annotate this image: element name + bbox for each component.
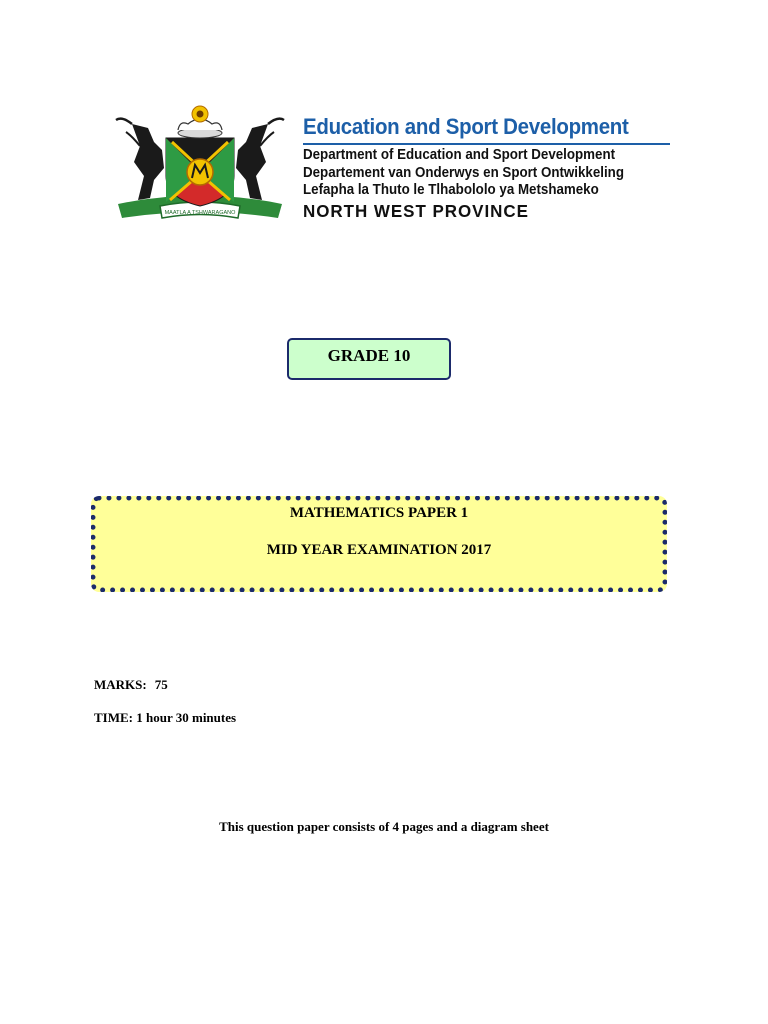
document-header bbox=[110, 102, 675, 234]
title-divider bbox=[303, 143, 670, 145]
marks-value: 75 bbox=[154, 677, 168, 692]
marks-line bbox=[94, 677, 168, 693]
department-line-setswana: Lefapha la Thuto le Tlhabololo ya Metshameko bbox=[303, 182, 599, 198]
exam-session: MID YEAR EXAMINATION 2017 bbox=[266, 542, 492, 558]
grade-label: GRADE 10 bbox=[327, 346, 411, 365]
grade-box bbox=[287, 338, 451, 380]
time-value: 1 hour 30 minutes bbox=[136, 710, 237, 725]
department-block bbox=[303, 114, 678, 223]
coat-of-arms-logo bbox=[110, 102, 290, 234]
department-title: Education and Sport Development bbox=[303, 114, 629, 139]
time-line bbox=[94, 710, 236, 726]
department-line-english: Department of Education and Sport Development bbox=[303, 147, 616, 163]
department-line-afrikaans: Departement van Onderwys en Sport Ontwikkeling bbox=[303, 164, 624, 181]
time-label: TIME: bbox=[94, 710, 133, 725]
exam-title-box bbox=[91, 496, 667, 592]
crest-motto: MAATLA A TSHWARAGANO bbox=[164, 210, 236, 216]
province-name: NORTH WEST PROVINCE bbox=[303, 200, 529, 221]
paper-info-note: This question paper consists of 4 pages and a diagram sheet bbox=[219, 819, 549, 834]
exam-subject: MATHEMATICS PAPER 1 bbox=[289, 505, 469, 521]
marks-label: MARKS: bbox=[94, 677, 147, 692]
